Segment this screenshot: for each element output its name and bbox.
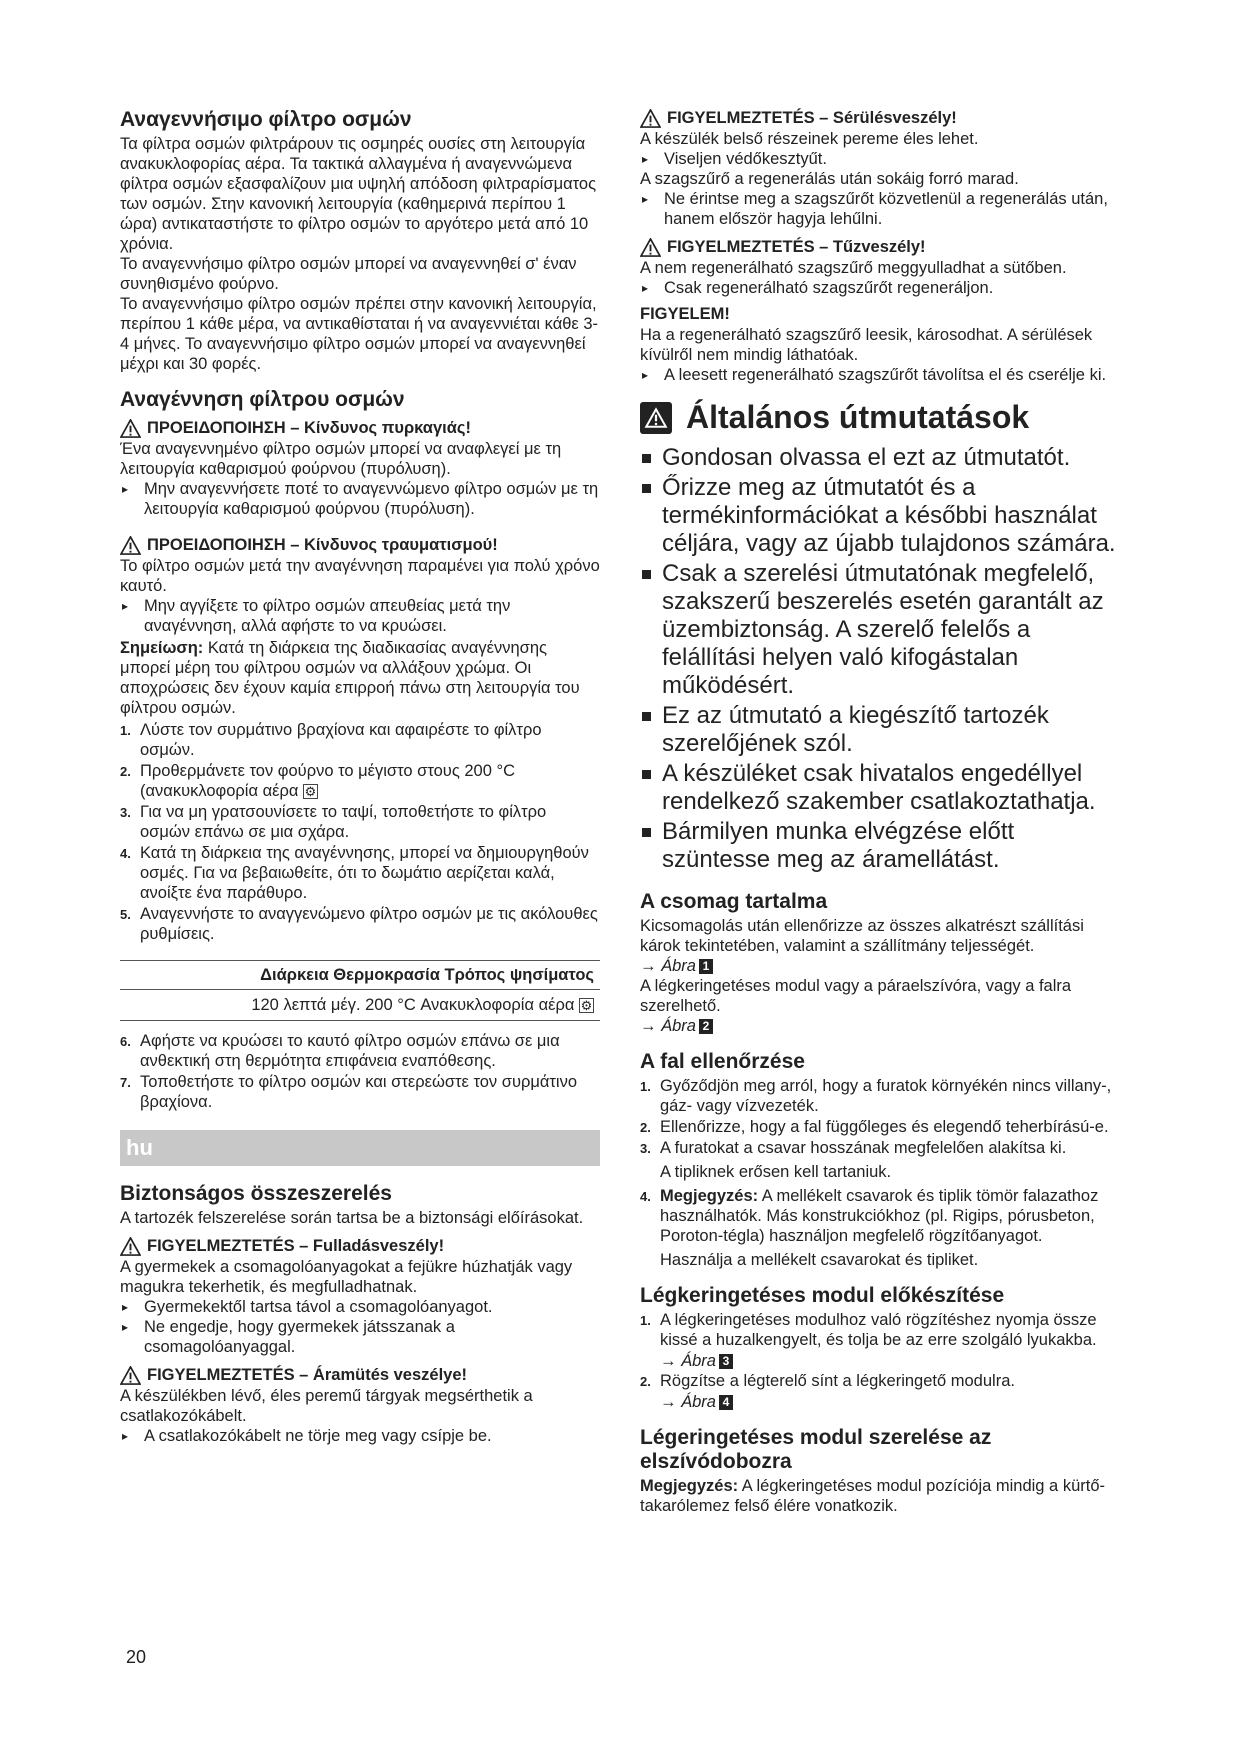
step-item: 4. Megjegyzés: A mellékelt csavarok és tiplik tömör falazathoz használhatók. Más konstrukciókhoz (pl. Rigips, pórusbeton, Poroton-tégla) használjon megfelelő rögzítőanyagot. — [640, 1187, 1099, 1245]
warning-bullet: ▸ A csatlakozókábelt ne törje meg vagy csípje be. — [120, 1426, 600, 1446]
figure-ref: → Ábra 1 — [640, 956, 1125, 976]
warning-bullet: ▸ Μην αναγεννήσετε ποτέ το αναγεννώμενο φίλτρο οσμών με τη λειτουργία καθαρισμού φούρνου (πυρόλυση). — [120, 479, 600, 519]
paragraph: Το αναγεννήσιμο φίλτρο οσμών μπορεί να αναγεννηθεί σ' έναν συνηθισμένο φούρνο. — [120, 255, 577, 293]
warning-bullet: ▸ Gyermekektől tartsa távol a csomagolóanyagot. — [120, 1297, 600, 1317]
note-text: Κατά τη διάρκεια της διαδικασίας αναγέννησης μπορεί μέρη του φίλτρου οσμών να αλλάξουν χρώμα. Οι αποχρώσεις δεν έχουν καμία επιρροή πάνω στη λειτουργία του φίλτρου οσμών. — [120, 639, 580, 717]
list-item: A készüléket csak hivatalos engedéllyel rendelkező szakember csatlakoztathatja. — [640, 760, 1125, 816]
table-row: 120 λεπτά μέγ. 200 °C Ανακυκλοφορία αέρα ⚙ — [120, 990, 600, 1021]
attention-block — [640, 304, 1125, 385]
warning-title: FIGYELMEZTETÉS – Tűzveszély! — [667, 238, 926, 256]
warning-bullet: ▸ Μην αγγίξετε το φίλτρο οσμών απευθείας μετά την αναγέννηση, αλλά αφήστε το να κρυώσει. — [120, 596, 600, 636]
steps-list — [640, 1076, 1125, 1158]
right-column — [640, 108, 1125, 1526]
page-number: 20 — [126, 1647, 147, 1667]
step-item: 2. Ellenőrizze, hogy a fal függőleges és elegendő teherbírású-e. — [640, 1118, 1109, 1136]
warning-suffocation — [120, 1236, 600, 1357]
step-item: 1. A légkeringetéses modulhoz való rögzítéshez nyomja össze kissé a huzalkengyelt, és tolja be az erre szolgáló lyukakba. — [640, 1311, 1097, 1349]
section-wall-check — [640, 1050, 1125, 1270]
steps-list — [640, 1186, 1125, 1246]
paragraph: Το αναγεννήσιμο φίλτρο οσμών πρέπει στην κανονική λειτουργία, περίπου 1 κάθε μέρα, να αντικαθίσταται ή να αναγεννιέται κάθε 3-4 μήνες. Το αναγεννήσιμο φίλτρο οσμών μπορεί να αναγεννηθεί μέχρι και 30 φορές. — [120, 295, 599, 373]
section-title: Légeringetéses modul szerelése az elszívódobozra — [640, 1426, 992, 1473]
section-regenerable-filter — [120, 108, 600, 374]
steps-list — [640, 1310, 1125, 1350]
step-item: 2. Rögzítse a légterelő sínt a légkeringető modulra. — [640, 1372, 1015, 1390]
section-title: Légkeringetéses modul előkészítése — [640, 1284, 1005, 1307]
warning-triangle-icon — [640, 238, 661, 257]
section-title: Αναγέννηση φίλτρου οσμών — [120, 388, 405, 411]
figure-badge: 2 — [699, 1019, 713, 1034]
section-title: Αναγεννήσιμο φίλτρο οσμών — [120, 108, 412, 131]
warning-cut — [640, 108, 1125, 229]
figure-badge: 3 — [719, 1354, 733, 1369]
warning-bullet: ▸ Ne érintse meg a szagszűrőt közvetlenül a regenerálás után, hanem először hagyja lehűlni. — [640, 189, 1125, 229]
warning-text: A készülékben lévő, éles peremű tárgyak megsérthetik a csatlakozókábelt. — [120, 1387, 533, 1425]
warning-book-icon — [640, 402, 672, 434]
paragraph: Kicsomagolás után ellenőrizze az összes alkatrészt szállítási károk tekintetében, valamint a szállítmány teljességét. — [640, 917, 1084, 955]
note: Megjegyzés: A légkeringetéses modul pozíciója mindig a kürtő-takarólemez felső élére vonatkozik. — [640, 1477, 1105, 1515]
paragraph: A tartozék felszerelése során tartsa be a biztonsági előírásokat. — [120, 1209, 584, 1227]
warning-triangle-icon — [120, 536, 141, 555]
steps-list — [120, 1031, 600, 1112]
section-module-prep — [640, 1284, 1125, 1412]
figure-ref: → Ábra 4 — [640, 1392, 1125, 1412]
warning-title: FIGYELMEZTETÉS – Áramütés veszélye! — [147, 1366, 468, 1384]
section-title: A csomag tartalma — [640, 890, 828, 913]
warning-electric — [120, 1365, 600, 1446]
figure-ref: → Ábra 2 — [640, 1016, 1125, 1036]
warning-triangle-icon — [640, 109, 661, 128]
warning-bullet: ▸ Ne engedje, hogy gyermekek játsszanak a csomagolóanyaggal. — [120, 1317, 600, 1357]
warning-text: A nem regenerálható szagszűrő meggyulladhat a sütőben. — [640, 259, 1067, 277]
step-subtext: A tipliknek erősen kell tartaniuk. — [660, 1163, 892, 1181]
section-package-contents — [640, 890, 1125, 1036]
step-item: 6. Αφήστε να κρυώσει το καυτό φίλτρο οσμών επάνω σε μια ανθεκτική στη θερμότητα επιφάνεια εναπόθεσης. — [120, 1032, 560, 1070]
warning-text: A szagszűrő a regenerálás után sokáig forró marad. — [640, 170, 1019, 188]
figure-ref: → Ábra 3 — [640, 1351, 1125, 1371]
attention-text: Ha a regenerálható szagszűrő leesik, károsodhat. A sérülések kívülről nem mindig láthatóak. — [640, 326, 1093, 364]
table-header: Διάρκεια Θερμοκρασία Τρόπος ψησίματος — [120, 961, 600, 990]
general-instructions-heading — [640, 399, 1125, 436]
warning-text: A készülék belső részeinek pereme éles lehet. — [640, 130, 979, 148]
figure-badge: 1 — [699, 959, 713, 974]
step-item: 5. Αναγεννήστε το αναγγενώμενο φίλτρο οσμών με τις ακόλουθες ρυθμίσεις. — [120, 905, 598, 943]
step-item: 3. Για να μη γρατσουνίσετε το ταψί, τοποθετήστε το φίλτρο οσμών επάνω σε μια σχάρα. — [120, 803, 547, 841]
warning-bullet: ▸ Csak regenerálható szagszűrőt regeneráljon. — [640, 278, 1125, 298]
paragraph: Τα φίλτρα οσμών φιλτράρουν τις οσμηρές ουσίες στη λειτουργία ανακυκλοφορίας αέρα. Τα τακτικά αλλαγμένα ή αναγεννώμενα φίλτρα οσμών εξασφαλίζουν μια υψηλή απόδοση φιλτραρίσματος των οσμών. Στην κανονική λειτουργία (καθημερινά περίπου 1 ώρα) αντικαταστήστε το φίλτρο οσμών το αργότερο μετά από 10 χρόνια. — [120, 135, 597, 253]
warning-bullet: ▸ Viseljen védőkesztyűt. — [640, 149, 1125, 169]
warning-text: Το φίλτρο οσμών μετά την αναγέννηση παραμένει για πολύ χρόνο καυτό. — [120, 557, 600, 595]
language-code: hu — [126, 1135, 153, 1160]
language-bar — [120, 1130, 600, 1166]
step-subtext: Használja a mellékelt csavarokat és tipliket. — [660, 1251, 979, 1269]
warning-title: FIGYELMEZTETÉS – Sérülésveszély! — [667, 109, 957, 127]
steps-list — [640, 1371, 1125, 1391]
warning-title: ΠΡΟΕΙΔΟΠΟΙΗΣΗ – Κίνδυνος πυρκαγιάς! — [147, 419, 471, 437]
section-filter-regeneration — [120, 388, 600, 1112]
step-item: 7. Τοποθετήστε το φίλτρο οσμών και στερεώστε τον συρμάτινο βραχίονα. — [120, 1073, 578, 1111]
warning-text: A gyermekek a csomagolóanyagokat a fejükre húzhatják vagy magukra tekerhetik, és megfulladhatnak. — [120, 1258, 573, 1296]
general-instructions-list — [640, 444, 1125, 874]
fan-mode-icon: ⚙ — [304, 784, 317, 800]
left-column — [120, 108, 600, 1456]
list-item: Ez az útmutató a kiegészítő tartozék szerelőjének szól. — [640, 702, 1125, 758]
warning-triangle-icon — [120, 1237, 141, 1256]
section-title: Biztonságos összeszerelés — [120, 1182, 392, 1205]
note-label: Σημείωση: — [120, 639, 204, 657]
section-module-mount — [640, 1426, 1125, 1516]
attention-bullet: ▸ A leesett regenerálható szagszűrőt távolítsa el és cserélje ki. — [640, 365, 1125, 385]
warning-text: Ένα αναγεννημένο φίλτρο οσμών μπορεί να αναφλεγεί με τη λειτουργία καθαρισμού φούρνου (πυρόλυση). — [120, 440, 562, 478]
list-item: Bármilyen munka elvégzése előtt szüntesse meg az áramellátást. — [640, 818, 1125, 874]
section-title: A fal ellenőrzése — [640, 1050, 805, 1073]
note — [120, 638, 600, 718]
warning-title: ΠΡΟΕΙΔΟΠΟΙΗΣΗ – Κίνδυνος τραυματισμού! — [147, 536, 498, 554]
fan-mode-icon: ⚙ — [580, 998, 593, 1014]
warning-fire — [120, 418, 600, 519]
step-item: 1. Λύστε τον συρμάτινο βραχίονα και αφαιρέστε το φίλτρο οσμών. — [120, 721, 542, 759]
step-item: 4. Κατά τη διάρκεια της αναγέννησης, μπορεί να δημιουργηθούν οσμές. Για να βεβαιωθείτε, ότι το δωμάτιο αερίζεται καλά, ανοίξτε ένα παράθυρο. — [120, 844, 589, 902]
attention-title: FIGYELEM! — [640, 305, 730, 323]
section-safe-installation — [120, 1182, 600, 1446]
step-item: 1. Győződjön meg arról, hogy a furatok környékén nincs villany-, gáz- vagy vízvezeték. — [640, 1077, 1112, 1115]
list-item: Őrizze meg az útmutatót és a termékinformációkat a későbbi használat céljára, vagy az újabb tulajdonos számára. — [640, 474, 1125, 558]
step-item: 2. Προθερμάνετε τον φούρνο το μέγιστο στους 200 °C (ανακυκλοφορία αέρα ⚙ — [120, 762, 515, 800]
general-instructions-title: Általános útmutatások — [686, 399, 1030, 435]
warning-triangle-icon — [120, 419, 141, 438]
list-item: Csak a szerelési útmutatónak megfelelő, szakszerű beszerelés esetén garantált az üzembiztonság. A szerelő felelős a felállítási helyen való kifogástalan működésért. — [640, 560, 1125, 700]
warning-triangle-icon — [120, 1366, 141, 1385]
warning-fire-hu — [640, 237, 1125, 298]
warning-title: FIGYELMEZTETÉS – Fulladásveszély! — [147, 1237, 445, 1255]
settings-table — [120, 960, 600, 1021]
steps-list — [120, 720, 600, 944]
step-item: 3. A furatokat a csavar hosszának megfelelően alakítsa ki. — [640, 1139, 1067, 1157]
figure-badge: 4 — [719, 1395, 733, 1410]
warning-injury — [120, 535, 600, 636]
paragraph: A légkeringetéses modul vagy a páraelszívóra, vagy a falra szerelhető. — [640, 977, 1072, 1015]
list-item: Gondosan olvassa el ezt az útmutatót. — [640, 444, 1125, 472]
